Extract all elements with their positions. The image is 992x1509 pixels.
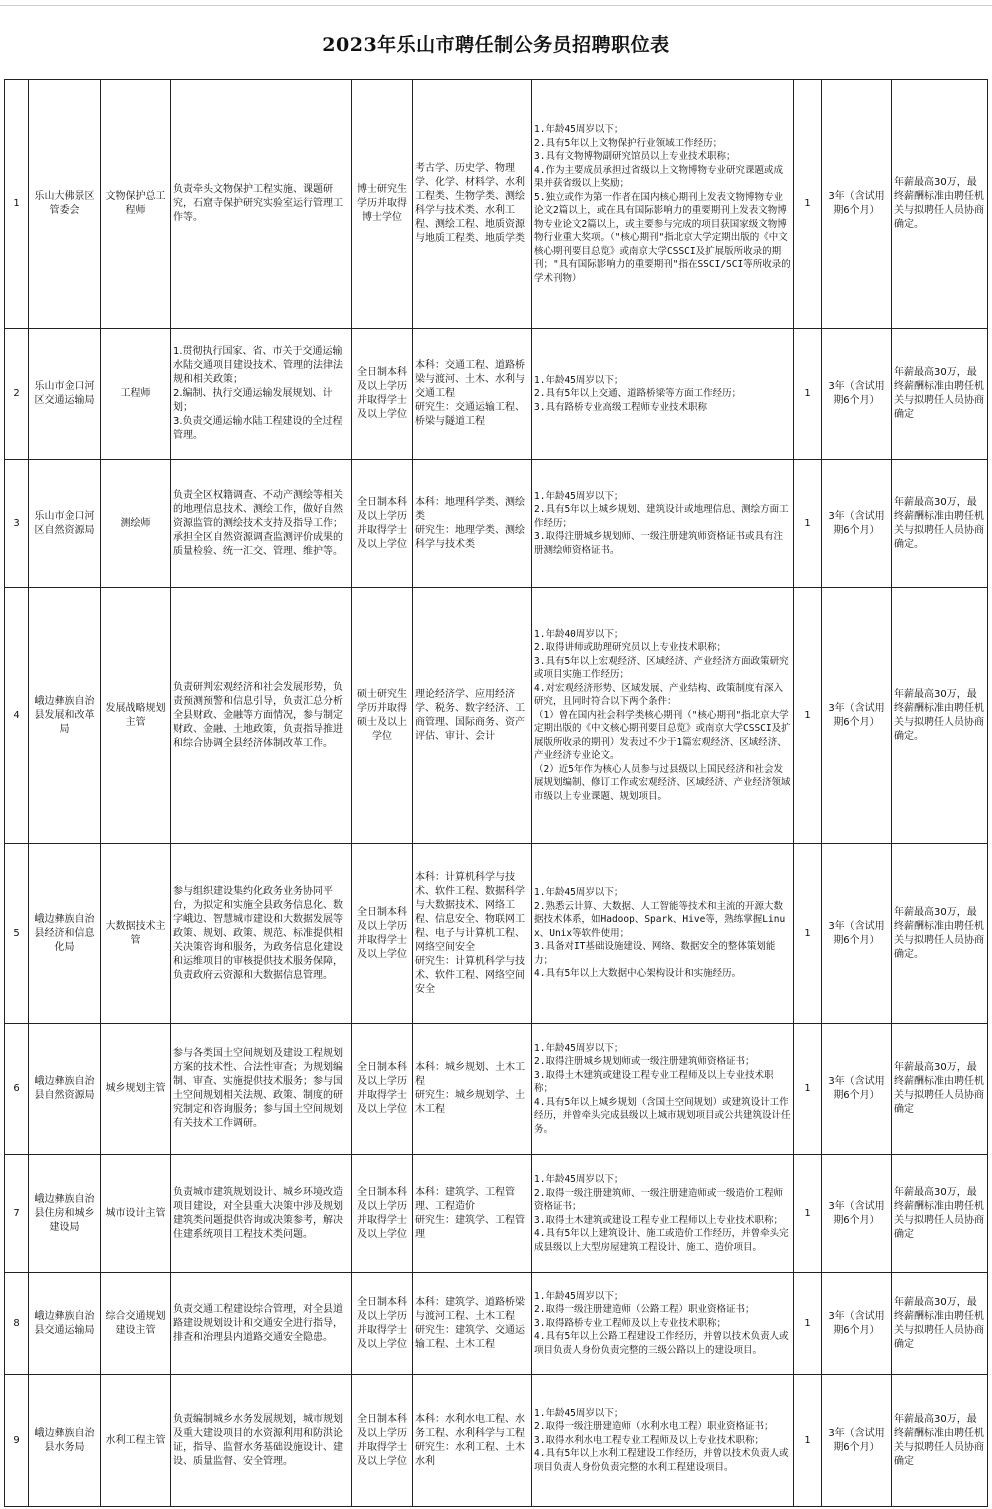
cell-no: 6 [13, 1083, 20, 1094]
hiring-unit [29, 588, 101, 844]
table-row [5, 844, 988, 1024]
major-requirement [413, 1273, 532, 1375]
cell-education: 全日制本科及以上学历并取得学士及以上学位 [357, 496, 407, 550]
table-row [5, 1155, 988, 1273]
job-duty [171, 844, 352, 1024]
cell-duty: 负责研判宏观经济和社会发展形势，负责预测预警和信息引导，负责汇总分析全县财政、金融等方面情况，参与制定财政、金融、土地政策，负责指导推进和综合协调全县经济体制改革工作。 [173, 681, 343, 749]
cell-position: 城市设计主管 [105, 1207, 166, 1219]
major-requirement [413, 844, 532, 1024]
cell-requirements: 1.年龄45周岁以下； 2.具有5年以上文物保护行业领域工作经历； 3.具有文物博物副研究馆员以上专业技术职称； 4.作为主要成员承担过省级以上文物博物专业研究课题或成果并获省级以上奖励； 5.独立或作为第一作者在国内核心期刊上发表文物博物专业论文2篇以上，或在具有国际影响力的重要期刊上发表文物博物专业论文2篇以上，或主要参与完成的项目获国家级文物博物行业重大奖项。（"核心期刊"指北京大学定期出版的《中文核心期刊要目总览》或南京大学CSSCI及扩展版所收录的期刊；"具有国际影响力的重要期刊"指在SSCI/SCI等所收录的学术刊物） [534, 124, 791, 284]
position-name [101, 588, 171, 844]
cell-requirements: 1.年龄45周岁以下； 2.取得一级注册建造师（水利水电工程）职业资格证书； 3.取得水利水电工程专业工程师及以上专业技术职称； 4.具有5年以上水利工程建设工作经历，并曾以技术负责人或项目负责人身份负责完整的水利工程建设项目。 [534, 1407, 789, 1473]
cell-num: 1 [804, 1083, 811, 1094]
headcount [794, 1375, 822, 1507]
cell-major: 本科：计算机科学与技术、软件工程、数据科学与大数据技术、网络工程、信息安全、物联网工程、电子与计算机工程、网络空间安全 研究生：计算机科学与技术、软件工程、网络空间安全 [415, 871, 525, 995]
cell-term: 3年（含试用期6个月） [828, 381, 885, 406]
position-name [101, 1155, 171, 1273]
cell-unit: 乐山市金口河区自然资源局 [34, 510, 95, 536]
other-requirements [532, 1024, 794, 1155]
position-name [101, 80, 171, 329]
cell-no: 8 [13, 1317, 20, 1329]
cell-education: 全日制本科及以上学历并取得学士及以上学位 [357, 1413, 407, 1467]
headcount [794, 329, 822, 460]
employment-term [822, 1273, 892, 1375]
cell-unit: 峨边彝族自治县交通运输局 [34, 1310, 95, 1336]
cell-pay: 年薪最高30万，最终薪酬标准由聘任机关与拟聘任人员协商确定 [894, 1296, 984, 1350]
job-duty [171, 1273, 352, 1375]
other-requirements [532, 844, 794, 1024]
cell-no: 2 [13, 388, 20, 399]
major-requirement [413, 329, 532, 460]
other-requirements [532, 1273, 794, 1375]
row-number [5, 844, 29, 1024]
hiring-unit [29, 329, 101, 460]
cell-duty: 1.贯彻执行国家、省、市关于交通运输水陆交通项目建设技术、管理的法律法规和相关政策； 2.编制、执行交通运输发展规划、计划； 3.负责交通运输水陆工程建设的全过程管理。 [173, 346, 343, 441]
other-requirements [532, 588, 794, 844]
cell-duty: 负责全区权籍调查、不动产测绘等相关的地理信息技术、测绘工作，做好自然资源监管的测绘技术支持及指导工作；承担全区自然资源调查监测评价成果的质量检验、统一汇交、管理、维护等。 [173, 489, 343, 557]
salary [892, 1273, 988, 1375]
headcount [794, 80, 822, 329]
cell-unit: 峨边彝族自治县经济和信息化局 [34, 913, 95, 953]
cell-position: 工程师 [120, 388, 151, 399]
salary [892, 1155, 988, 1273]
headcount [794, 1273, 822, 1375]
cell-term: 3年（含试用期6个月） [828, 1310, 885, 1336]
employment-term [822, 80, 892, 329]
major-requirement [413, 1155, 532, 1273]
salary [892, 844, 988, 1024]
row-number [5, 460, 29, 588]
other-requirements [532, 1155, 794, 1273]
employment-term [822, 1024, 892, 1155]
education-requirement [352, 1024, 413, 1155]
cell-no: 5 [13, 927, 20, 939]
cell-num: 1 [804, 1207, 811, 1219]
headcount [794, 460, 822, 588]
cell-education: 全日制本科及以上学历并取得学士及以上学位 [357, 1062, 407, 1115]
cell-education: 全日制本科及以上学历并取得学士及以上学位 [357, 906, 407, 960]
table-row [5, 329, 988, 460]
education-requirement [352, 588, 413, 844]
cell-pay: 年薪最高30万，最终薪酬标准由聘任机关与拟聘任人员协商确定。 [894, 688, 984, 742]
cell-num: 1 [804, 388, 811, 399]
cell-no: 9 [13, 1434, 20, 1446]
table-row [5, 588, 988, 844]
cell-pay: 年薪最高30万，最终薪酬标准由聘任机关与拟聘任人员协商确定 [894, 367, 984, 420]
cell-term: 3年（含试用期6个月） [828, 1076, 885, 1101]
education-requirement [352, 1375, 413, 1507]
salary [892, 1024, 988, 1155]
job-duty [171, 80, 352, 329]
cell-requirements: 1.年龄45周岁以下； 2.取得注册城乡规划师或一级注册建筑师资格证书； 3.取得土木建筑或建设工程专业工程师及以上专业技术职称； 4.具有5年以上城乡规划（含国土空间规划）或建筑设计工作经历，并曾牵头完成县级以上城市规划项目或公共建筑设计任务。 [534, 1042, 791, 1135]
table-row [5, 1024, 988, 1155]
table-row [5, 460, 988, 588]
job-duty [171, 1155, 352, 1273]
education-requirement [352, 329, 413, 460]
cell-pay: 年薪最高30万，最终薪酬标准由聘任机关与拟聘任人员协商确定 [894, 1186, 984, 1240]
position-name [101, 1375, 171, 1507]
job-duty [171, 460, 352, 588]
major-requirement [413, 588, 532, 844]
hiring-unit [29, 1375, 101, 1507]
salary [892, 329, 988, 460]
cell-term: 3年（含试用期6个月） [828, 1200, 885, 1226]
cell-major: 本科：城乡规划、土木工程 研究生：城乡规划学、土木工程 [415, 1062, 525, 1115]
cell-duty: 负责城市建筑规划设计、城乡环境改造项目建设，对全县重大决策中涉及规划建筑类问题提供咨询或决策参考，解决住建系统项目工程技术类问题。 [173, 1186, 343, 1240]
cell-major: 本科：地理科学类、测绘类 研究生：地理学类、测绘科学与技术类 [415, 496, 525, 550]
row-number [5, 588, 29, 844]
cell-education: 硕士研究生学历并取得硕士及以上学位 [357, 688, 407, 742]
hiring-unit [29, 1024, 101, 1155]
cell-duty: 负责牵头文物保护工程实施、课题研究，石窟寺保护研究实验室运行管理工作等。 [173, 184, 343, 223]
cell-duty: 参与各类国土空间规划及建设工程规划方案的技术性、合法性审查；为规划编制、审查、实施提供技术服务；参与国土空间规划相关法规、政策、制度的研究制定和咨询服务；参与国土空间规划有关技术工作调研。 [173, 1048, 343, 1129]
position-name [101, 844, 171, 1024]
row-number [5, 1273, 29, 1375]
cell-no: 3 [13, 517, 20, 529]
cell-pay: 年薪最高30万，最终薪酬标准由聘任机关与拟聘任人员协商确定。 [894, 906, 984, 960]
other-requirements [532, 460, 794, 588]
employment-term [822, 588, 892, 844]
employment-term [822, 844, 892, 1024]
salary [892, 460, 988, 588]
job-duty [171, 1024, 352, 1155]
cell-unit: 乐山市金口河区交通运输局 [34, 381, 95, 406]
row-number [5, 1024, 29, 1155]
cell-unit: 峨边彝族自治县自然资源局 [34, 1076, 95, 1101]
cell-position: 测绘师 [120, 517, 151, 529]
cell-pay: 年薪最高30万，最终薪酬标准由聘任机关与拟聘任人员协商确定。 [894, 177, 984, 230]
cell-education: 全日制本科及以上学历并取得学士及以上学位 [357, 367, 407, 420]
cell-pay: 年薪最高30万，最终薪酬标准由聘任机关与拟聘任人员协商确定。 [894, 496, 984, 550]
headcount [794, 1024, 822, 1155]
cell-major: 本科：建筑学、工程管理、工程造价 研究生：建筑学、工程管理 [415, 1186, 525, 1240]
table-row [5, 80, 988, 329]
table-row [5, 1273, 988, 1375]
hiring-unit [29, 460, 101, 588]
cell-no: 4 [13, 709, 20, 721]
cell-num: 1 [804, 709, 811, 721]
cell-term: 3年（含试用期6个月） [828, 702, 885, 728]
education-requirement [352, 1273, 413, 1375]
hiring-unit [29, 844, 101, 1024]
cell-no: 7 [13, 1207, 20, 1219]
page-title: 2023年乐山市聘任制公务员招聘职位表 [322, 34, 670, 56]
hiring-unit [29, 80, 101, 329]
education-requirement [352, 460, 413, 588]
cell-requirements: 1.年龄45周岁以下； 2.熟悉云计算、大数据、人工智能等技术和主流的开源大数据技术体系，如Hadoop、Spark、Hive等，熟练掌握Linux、Unix等软件使用； 3.具备对IT基础设施建设、网络、数据安全的整体策划能力； 4.具有5年以上大数据中心架构设计和实施经历。 [534, 887, 786, 980]
cell-duty: 负责编制城乡水务发展规划，城市规划及重大建设项目的水资源利用和防洪论证，指导、监督水务基础设施设计、建设、质量监督、安全管理。 [173, 1413, 343, 1467]
cell-education: 全日制本科及以上学历并取得学士及以上学位 [357, 1296, 407, 1350]
cell-pay: 年薪最高30万，最终薪酬标准由聘任机关与拟聘任人员协商确定 [894, 1062, 984, 1115]
cell-duty: 负责交通工程建设综合管理，对全县道路建设规划设计和交通安全进行指导，排查和治理县内道路交通安全隐患。 [173, 1303, 343, 1343]
cell-requirements: 1.年龄40周岁以下； 2.取得讲师或助理研究员以上专业技术职称； 3.具有5年以上宏观经济、区域经济、产业经济方面政策研究或项目实施工作经历； 4.对宏观经济形势、区域发展、产业结构、政策制度有深入研究，且同时符合以下两个条件： （1）曾在国内社会科学类核心期刊（"核心期刊"指北京大学定期出版的《中文核心期刊要目总览》或南京大学CSSCI及扩展版所收录的期刊）发表过不少于1篇宏观经济、区域经济、产业经济专业论文。 （2）近5年作为核心人员参与过县级以上国民经济和社会发展规划编制、修订工作或宏观经济、区域经济、产业经济领域市级以上专业课题、规划项目。 [534, 628, 791, 802]
position-name [101, 1024, 171, 1155]
employment-term [822, 329, 892, 460]
major-requirement [413, 1375, 532, 1507]
headcount [794, 1155, 822, 1273]
cell-num: 1 [804, 927, 811, 939]
cell-num: 1 [804, 1317, 811, 1329]
salary [892, 1375, 988, 1507]
cell-requirements: 1.年龄45周岁以下； 2.具有5年以上交通、道路桥梁等方面工作经历； 3.具有路桥专业高级工程师专业技术职称 [534, 374, 742, 413]
cell-major: 本科：交通工程、道路桥梁与渡河、土木、水利与交通工程 研究生：交通运输工程、桥梁与隧道工程 [415, 360, 525, 427]
hiring-unit [29, 1273, 101, 1375]
cell-position: 综合交通规划建设主管 [105, 1310, 166, 1336]
employment-term [822, 460, 892, 588]
cell-requirements: 1.年龄45周岁以下； 2.取得一级注册建造师（公路工程）职业资格证书； 3.取得路桥专业工程师及以上专业技术职称； 4.具有5年以上公路工程建设工作经历，并曾以技术负责人或项目负责人身份负责完整的三级公路以上的建设项目。 [534, 1290, 789, 1356]
top-divider [0, 5, 992, 6]
cell-term: 3年（含试用期6个月） [828, 920, 885, 946]
cell-major: 本科：建筑学、道路桥梁与渡河工程、土木工程 研究生：建筑学、交通运输工程、土木工程 [415, 1296, 525, 1350]
position-name [101, 329, 171, 460]
hiring-unit [29, 1155, 101, 1273]
cell-position: 发展战略规划主管 [105, 702, 166, 728]
cell-term: 3年（含试用期6个月） [828, 1427, 885, 1453]
cell-requirements: 1.年龄45周岁以下； 2.具有5年以上城乡规划、建筑设计或地理信息、测绘方面工作经历； 3.取得注册城乡规划师、一级注册建筑师资格证书或具有注册测绘师资格证书。 [534, 490, 789, 556]
cell-education: 博士研究生学历并取得博士学位 [357, 184, 407, 223]
cell-num: 1 [804, 198, 811, 209]
cell-position: 文物保护总工程师 [105, 191, 166, 216]
cell-major: 考古学、历史学、物理学、化学、材料学、水利工程类、生物学类、测绘科学与技术类、水利工程、测绘工程、地质资源与地质工程类、地质学类 [415, 163, 525, 244]
cell-no: 1 [13, 198, 20, 209]
other-requirements [532, 80, 794, 329]
row-number [5, 329, 29, 460]
cell-major: 理论经济学、应用经济学、税务、数字经济、工商管理、国际商务、资产评估、审计、会计 [415, 688, 525, 742]
salary [892, 588, 988, 844]
position-name [101, 1273, 171, 1375]
cell-unit: 峨边彝族自治县住房和城乡建设局 [34, 1193, 95, 1233]
cell-education: 全日制本科及以上学历并取得学士及以上学位 [357, 1186, 407, 1240]
headcount [794, 844, 822, 1024]
table-row [5, 1375, 988, 1507]
cell-num: 1 [804, 1434, 811, 1446]
cell-unit: 峨边彝族自治县水务局 [34, 1427, 95, 1453]
cell-unit: 峨边彝族自治县发展和改革局 [34, 695, 95, 735]
cell-unit: 乐山大佛景区管委会 [34, 191, 95, 216]
job-duty [171, 1375, 352, 1507]
cell-position: 水利工程主管 [105, 1434, 166, 1446]
employment-term [822, 1375, 892, 1507]
cell-position: 大数据技术主管 [105, 920, 166, 946]
position-name [101, 460, 171, 588]
cell-term: 3年（含试用期6个月） [828, 191, 885, 216]
row-number [5, 1375, 29, 1507]
education-requirement [352, 80, 413, 329]
cell-duty: 参与组织建设集约化政务业务协同平台，为拟定和实施全县政务信息化、数字峨边、智慧城市建设和大数据发展等政策、规划、政策、规范、标准提供相关决策咨询和服务，为政务信息化建设和运维项目的审核提供技术服务保障，负责政府云资源和大数据信息管理。 [173, 885, 343, 981]
education-requirement [352, 1155, 413, 1273]
cell-major: 本科：水利水电工程、水务工程、水利科学与工程 研究生：水利工程、土木水利 [415, 1413, 525, 1467]
cell-term: 3年（含试用期6个月） [828, 510, 885, 536]
salary [892, 80, 988, 329]
major-requirement [413, 80, 532, 329]
major-requirement [413, 460, 532, 588]
row-number [5, 80, 29, 329]
cell-requirements: 1.年龄45周岁以下； 2.取得一级注册建筑师、一级注册建造师或一级造价工程师资格证书； 3.取得土木建筑或建设工程专业工程师以上专业技术职称； 4.具有5年以上建筑设计、施工或造价工作经历，并曾牵头完成县级以上大型房屋建筑工程设计、施工、造价项目。 [534, 1174, 789, 1253]
row-number [5, 1155, 29, 1273]
major-requirement [413, 1024, 532, 1155]
education-requirement [352, 844, 413, 1024]
cell-position: 城乡规划主管 [105, 1083, 166, 1094]
headcount [794, 588, 822, 844]
job-duty [171, 329, 352, 460]
cell-pay: 年薪最高30万，最终薪酬标准由聘任机关与拟聘任人员协商确定 [894, 1413, 984, 1467]
other-requirements [532, 1375, 794, 1507]
other-requirements [532, 329, 794, 460]
position-table [4, 79, 988, 1507]
employment-term [822, 1155, 892, 1273]
cell-num: 1 [804, 517, 811, 529]
job-duty [171, 588, 352, 844]
